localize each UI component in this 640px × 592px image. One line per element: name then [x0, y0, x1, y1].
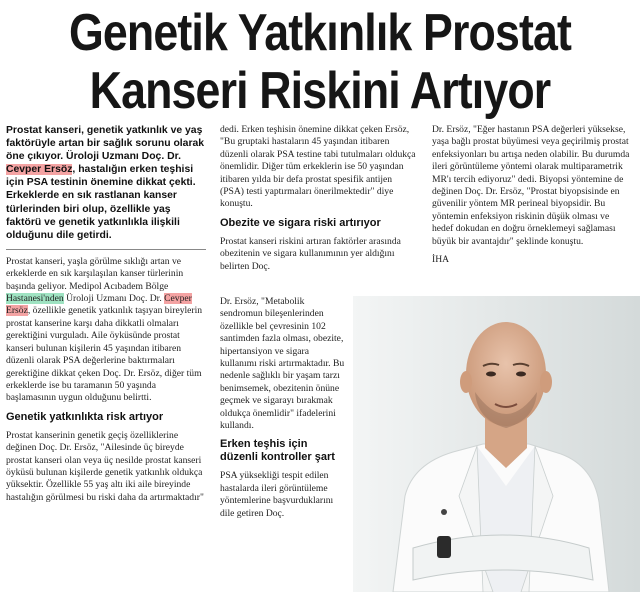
- lead-text-2: , hastalığın erken teşhisi için PSA testinin önemine dikkat çekti. Erkeklerde en sık rastlanan kanser türlerinden biri olup, özellikle yaş faktörü ve genetik yatkınlıkla ilişkili olduğunu dile getirdi.: [6, 164, 196, 241]
- headline-line-2: Kanseri Riskini Artıyor: [89, 62, 551, 120]
- subheading-obesity: Obezite ve sigara riski artırıyor: [220, 216, 381, 229]
- col2-paragraph-3: PSA yüksekliği tespit edilen hastalarda ileri görüntüleme yöntemlerine başvurduklarını dile getiren Doç.: [220, 470, 334, 519]
- col2-paragraph-2b: Dr. Ersöz, "Metabolik sendromun bileşenlerinden özellikle bel çevresinin 102 santimden fazla olması, obezite, hipertansiyon ve sigara kullanımı riski artırmaktadır. Bu nedenle sağlıklı bir yaşam tarzı benimsemek, obezitenin önüne geçmek ve sigarayı bırakmak oldukça önemlidir" ifadelerini kullandı.: [220, 296, 345, 432]
- column-2: [220, 124, 418, 279]
- col2-paragraph-1: dedi. Erken teşhisin önemine dikkat çeken Ersöz, "Bu gruptaki hastaların 45 yaşından itibaren düzenli olarak PSA testine tabi tutulmaları oldukça önemlidir. Diğer tüm erkeklerin ise 50 yaşından itibaren yılda bir defa prostat spesifik antijen (PSA) testi yaptırmaları önerilmektedir" diye konuştu.: [220, 124, 416, 210]
- hospital-highlight: Hastanesi'nden: [6, 293, 64, 305]
- col2-paragraph-2a: Prostat kanseri riskini artıran faktörler arasında obezitenin ve sigara kullanımının yer aldığını belirten Doç.: [220, 235, 401, 272]
- source-credit: İHA: [432, 254, 450, 266]
- col1-text-b: Üroloji Uzmanı Doç. Dr.: [63, 293, 165, 305]
- lead-paragraph: [6, 124, 206, 242]
- lead-name-highlight: Cevper Ersöz: [6, 164, 73, 176]
- col1-text-c: , özellikle genetik yatkınlık taşıyan bireylerin prostat kanserine karşı daha dikkatli olmaları gerektiğini vurguladı. Aile öyküsünde prostat kanseri bulunan kişilerin 45 yaşından itibaren düzenli olarak PSA değerlerine baktırmaları gerektiğine dikkat çeken Doç. Dr. Ersöz, diğer tüm erkeklerde ise bu taramanın 50 yaşında başlamasının uygun olduğunu belirtti.: [6, 305, 203, 404]
- col1-paragraph-1: [6, 256, 206, 405]
- column-1: [6, 124, 206, 510]
- lead-divider: [6, 249, 206, 250]
- doctor-photo: [353, 296, 640, 592]
- col1-text-a: Prostat kanseri, yaşla görülme sıklığı artan ve erkeklerde en sık karşılaşılan kanser türlerinin başında geliyor. Medipol Acıbadem Bölge: [6, 255, 184, 292]
- column-2-narrow: [220, 296, 348, 526]
- subheading-early-diagnosis: Erken teşhis için düzenli kontroller şart: [220, 438, 335, 464]
- headline-line-1: Genetik Yatkınlık Prostat: [68, 4, 572, 62]
- subheading-genetic: Genetik yatkınlıkta risk artıyor: [6, 410, 164, 423]
- doctor-name-highlight: Cevper Ersöz: [6, 293, 192, 317]
- doctor-illustration: [353, 296, 640, 592]
- lead-text-1: Prostat kanseri, genetik yatkınlık ve yaş faktörüyle artan bir sağlık sorunu olarak öne çıkıyor. Üroloji Uzmanı Doç. Dr.: [6, 125, 205, 163]
- headline: [0, 0, 640, 122]
- col1-paragraph-2: Prostat kanserinin genetik geçiş özelliklerine değinen Doç. Dr. Ersöz, "Ailesinde üç bireyde prostat kanseri olan veya üç nesilde prostat kanseri öyküsü bulunan kişilerde genetik yatkınlık oldukça yüksektir. Özellikle 55 yaş altı iki aile bireyinde hastalığın görülmesi bu riski daha da artırmaktadır": [6, 429, 204, 503]
- col3-paragraph-1: Dr. Ersöz, "Eğer hastanın PSA değerleri yüksekse, yaşa bağlı prostat büyümesi veya geçirilmiş prostat enfeksiyonları bu artışa neden olabilir. Bu durumda ileri görüntüleme yöntemi olarak multiparametrik MR'ı tercih ediyoruz" dedi. Biyopsi yöntemine de değinen Doç. Dr. Ersöz, "Prostat biyopsisinde en güvenilir yöntem MR perineal biyopsidir. Bu yöntemin enfeksiyon riskinin düşük olması ve hedef dokudan en doğru örneklemeyi sağlaması büyük bir avantajdır" şeklinde konuştu.: [432, 124, 630, 247]
- column-3: [432, 124, 632, 272]
